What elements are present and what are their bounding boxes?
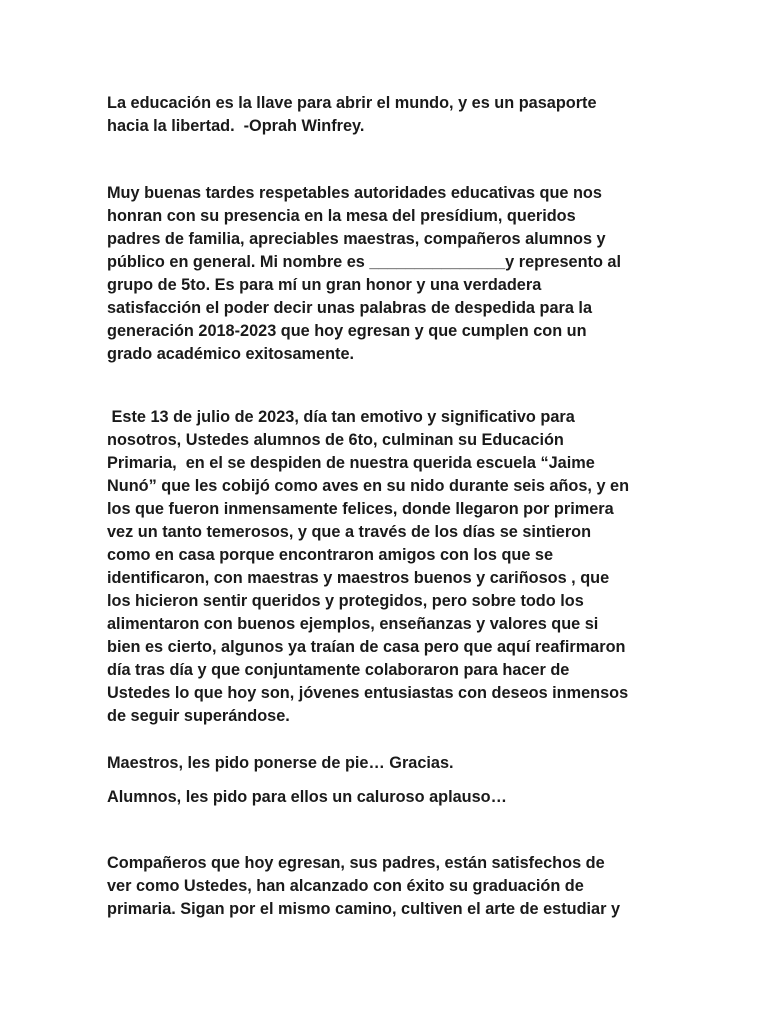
text-line: ver como Ustedes, han alcanzado con éxito su graduación de — [107, 877, 584, 895]
paragraph-applause — [107, 786, 667, 809]
paragraph-graduates — [107, 852, 667, 921]
text-line: grado académico exitosamente. — [107, 345, 355, 363]
text-line: día tras día y que conjuntamente colaboraron para hacer de — [107, 661, 570, 679]
text-line: honran con su presencia en la mesa del presídium, queridos — [107, 207, 576, 225]
text-line: Primaria, en el se despiden de nuestra querida escuela “Jaime — [107, 454, 595, 472]
text-line: de seguir superándose. — [107, 707, 290, 725]
text-line: Este 13 de julio de 2023, día tan emotivo y significativo para — [107, 408, 575, 426]
text-line: Nunó” que les cobijó como aves en su nido durante seis años, y en — [107, 477, 630, 495]
text-line: los hicieron sentir queridos y protegidos, pero sobre todo los — [107, 592, 584, 610]
text-line: Muy buenas tardes respetables autoridades educativas que nos — [107, 184, 602, 202]
text-line: los que fueron inmensamente felices, donde llegaron por primera — [107, 500, 614, 518]
text-line: La educación es la llave para abrir el mundo, y es un pasaporte — [107, 94, 597, 112]
text-line: identificaron, con maestras y maestros buenos y cariñosos , que — [107, 569, 610, 587]
epigraph-quote — [107, 92, 667, 138]
text-line: satisfacción el poder decir unas palabras de despedida para la — [107, 299, 593, 317]
paragraph-greeting — [107, 182, 667, 366]
text-line: como en casa porque encontraron amigos con los que se — [107, 546, 554, 564]
text-line: alimentaron con buenos ejemplos, enseñanzas y valores que si — [107, 615, 599, 633]
text-line: Alumnos, les pido para ellos un caluroso aplauso… — [107, 788, 507, 806]
text-line: Compañeros que hoy egresan, sus padres, están satisfechos de — [107, 854, 605, 872]
paragraph-main — [107, 406, 667, 728]
text-line: Ustedes lo que hoy son, jóvenes entusiastas con deseos inmensos — [107, 684, 629, 702]
text-line: generación 2018-2023 que hoy egresan y que cumplen con un — [107, 322, 587, 340]
text-line: Maestros, les pido ponerse de pie… Gracias. — [107, 754, 454, 772]
text-line: primaria. Sigan por el mismo camino, cultiven el arte de estudiar y — [107, 900, 621, 918]
text-line: hacia la libertad. -Oprah Winfrey. — [107, 117, 365, 135]
text-line: grupo de 5to. Es para mí un gran honor y una verdadera — [107, 276, 542, 294]
paragraph-teachers-stand — [107, 752, 667, 775]
text-line: bien es cierto, algunos ya traían de casa pero que aquí reafirmaron — [107, 638, 626, 656]
text-line: nosotros, Ustedes alumnos de 6to, culminan su Educación — [107, 431, 564, 449]
text-line: público en general. Mi nombre es _______________y represento al — [107, 253, 622, 271]
text-line: vez un tanto temerosos, y que a través de los días se sintieron — [107, 523, 592, 541]
text-line: padres de familia, apreciables maestras, compañeros alumnos y — [107, 230, 606, 248]
